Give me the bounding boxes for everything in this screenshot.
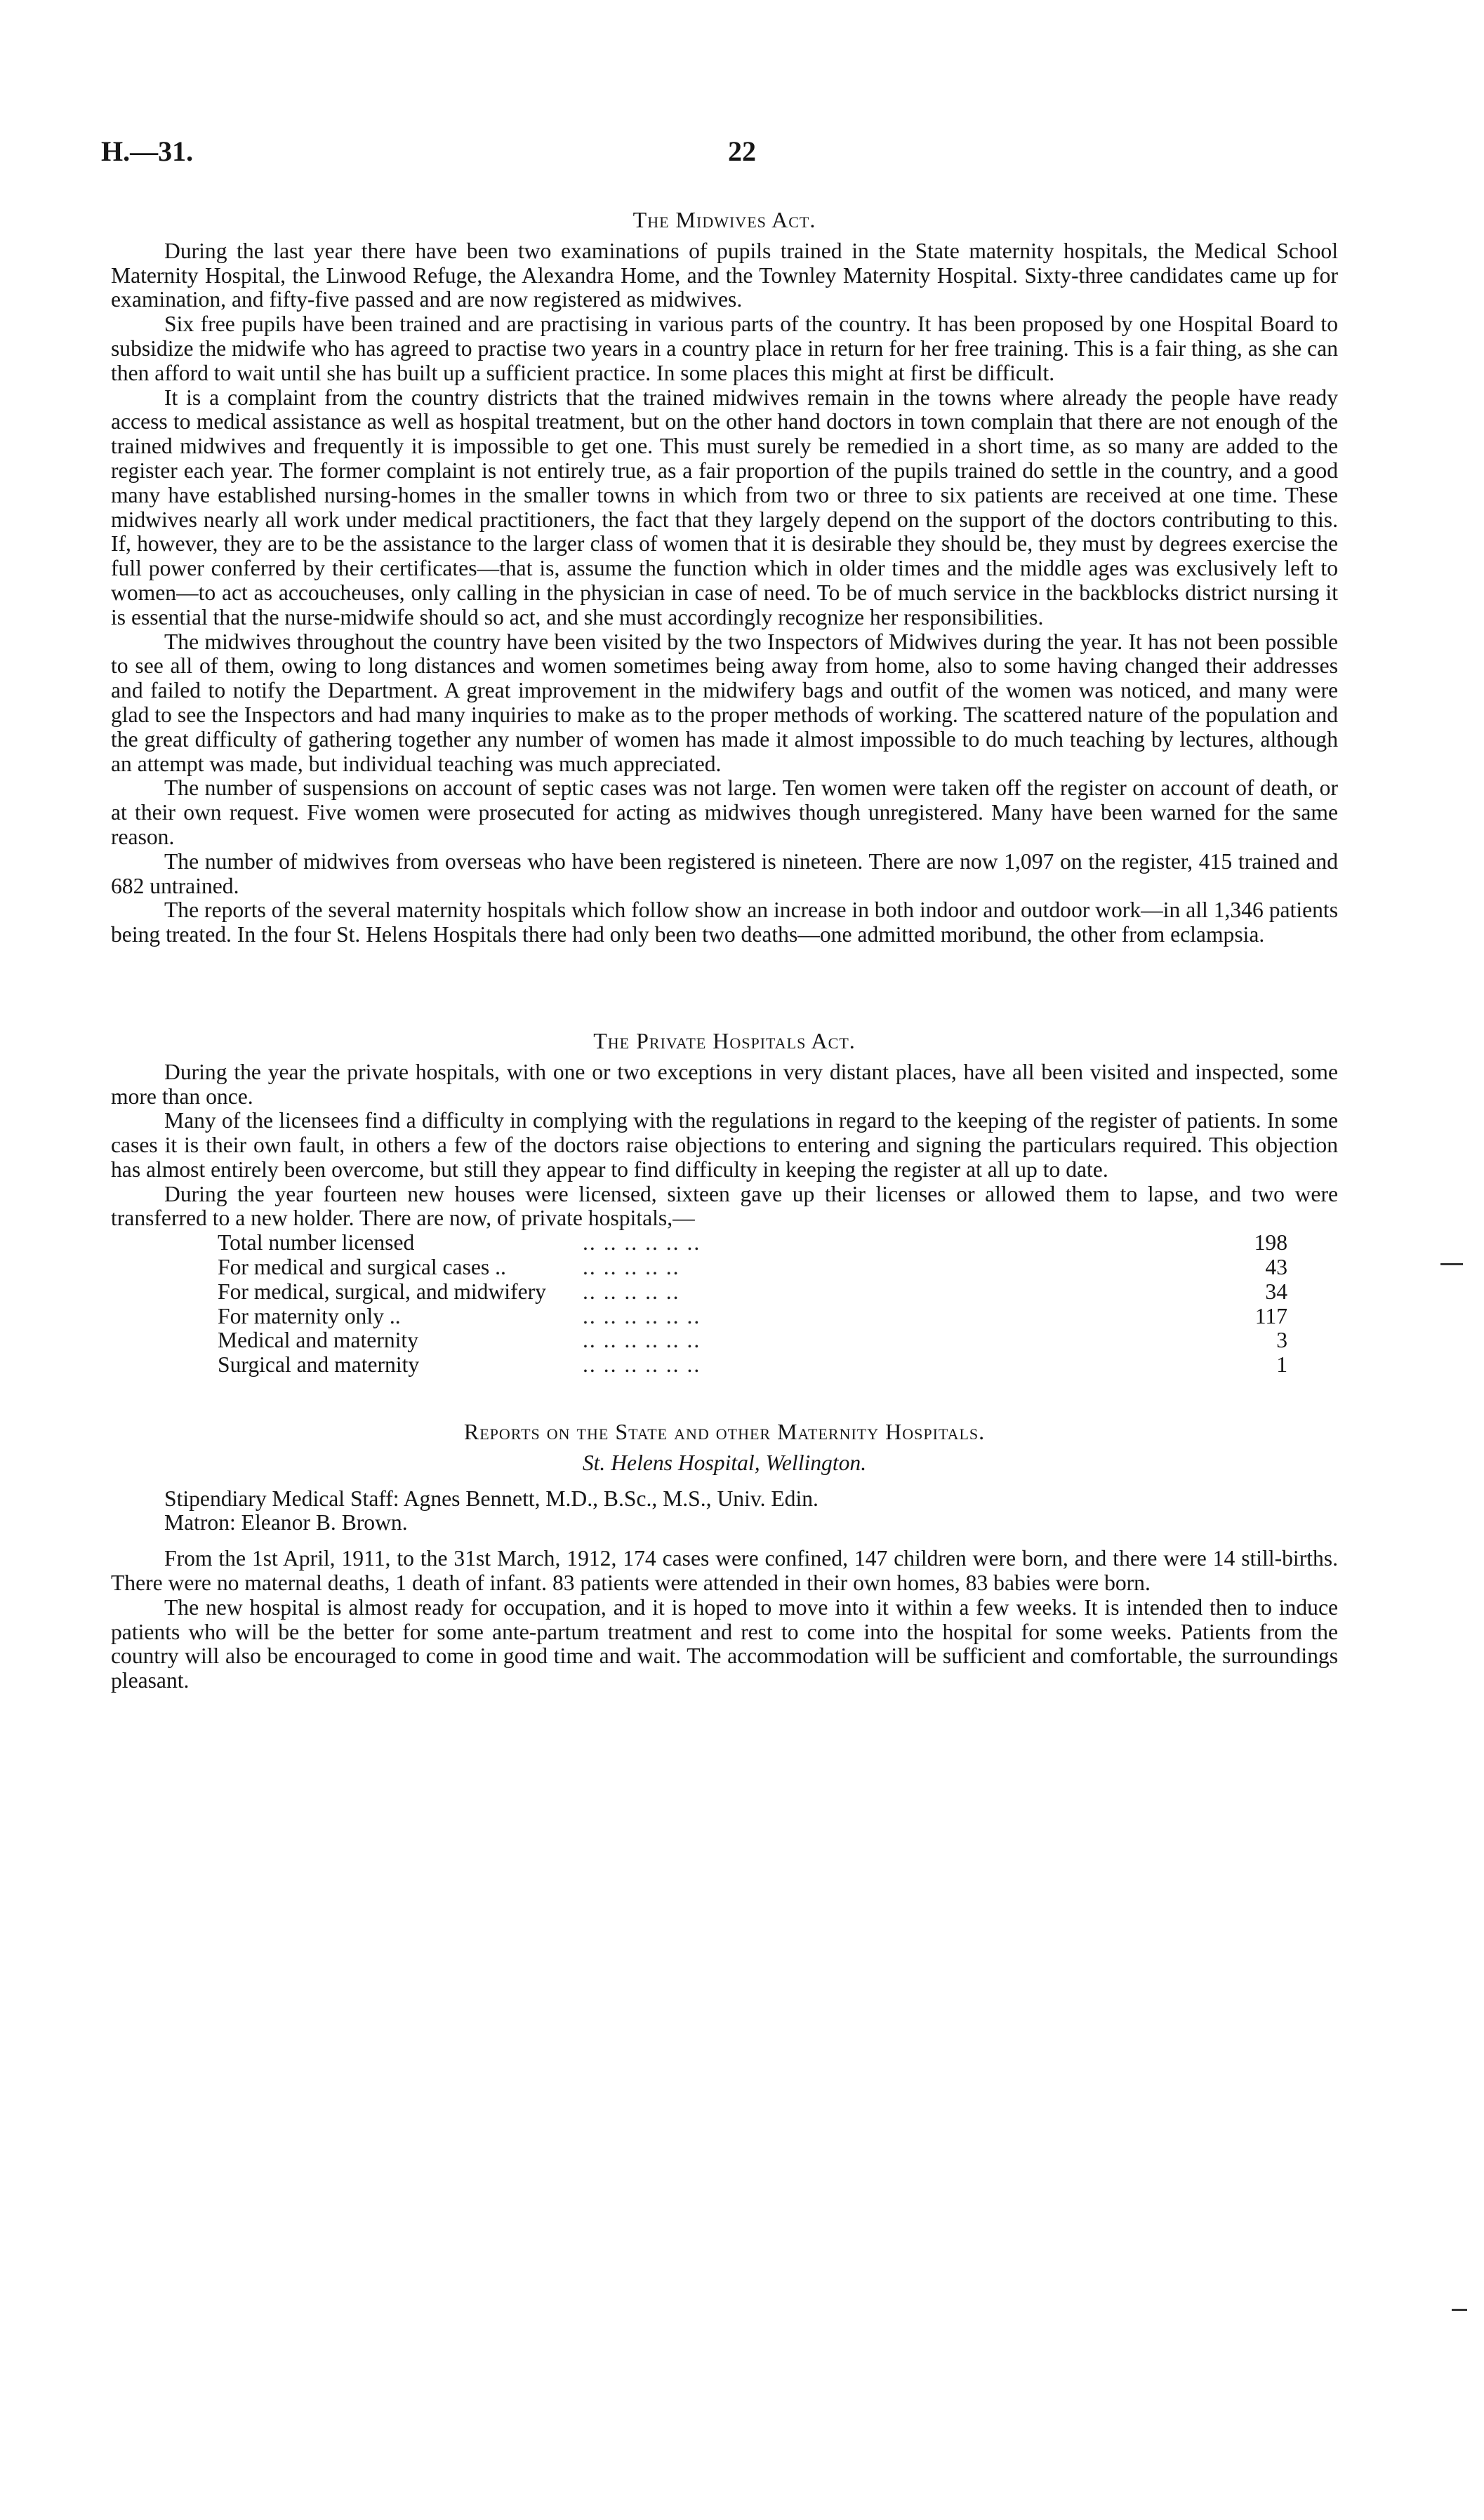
table-row xyxy=(218,1231,1287,1255)
row-value: 34 xyxy=(1265,1279,1287,1304)
row-label: For medical, surgical, and midwifery xyxy=(218,1279,546,1304)
midwives-act-section xyxy=(111,208,1338,947)
table-row xyxy=(218,1255,1287,1280)
margin-mark xyxy=(1452,2309,1467,2311)
row-value: 198 xyxy=(1254,1230,1287,1255)
row-value: 117 xyxy=(1254,1303,1287,1328)
hospital-subheading: St. Helens Hospital, Wellington. xyxy=(582,1450,867,1475)
row-label: Total number licensed xyxy=(218,1230,415,1255)
page-header xyxy=(101,135,1383,177)
private-hospitals-table xyxy=(218,1231,1287,1378)
private-hospitals-act-section xyxy=(111,1029,1338,1378)
matron-line: Matron: Eleanor B. Brown. xyxy=(164,1510,408,1535)
paragraph: During the year the private hospitals, with one or two exceptions in very distant places, have all been visited and inspected, some more than once. xyxy=(111,1059,1338,1109)
paragraph: Six free pupils have been trained and are practising in various parts of the country. It has been proposed by one Hospital Board to subsidize the midwife who has agreed to practise two years in a country place in return for her free training. This is a fair thing, as she can then afford to wait until she has built up a sufficient practice. In some places this might at first be difficult. xyxy=(111,312,1338,385)
row-value: 3 xyxy=(1276,1328,1287,1353)
paragraph: During the last year there have been two examinations of pupils trained in the State maternity hospitals, the Medical School Maternity Hospital, the Linwood Refuge, the Alexandra Home, and the Townley Maternity Hospital. Sixty-three candidates came up for examination, and fifty-five passed and are now registered as midwives. xyxy=(111,238,1338,312)
row-value: 43 xyxy=(1265,1255,1287,1280)
document-reference: H.—31. xyxy=(101,135,194,167)
leader-dots: .. .. .. .. .. xyxy=(583,1255,680,1280)
row-value: 1 xyxy=(1276,1352,1287,1378)
paragraph-spacer xyxy=(111,1535,1338,1547)
paragraph: The midwives throughout the country have been visited by the two Inspectors of Midwives during the year. It has not been possible to see all of them, owing to long distances and women sometimes being away from home, also to some having changed their addresses and failed to notify the Department. A great improvement in the midwifery bags and outfit of the women was noticed, and many were glad to see the Inspectors and had many inquiries to make as to the proper methods of working. The scattered nature of the population and the great difficulty of gathering together any number of women has made it almost impossible to do much teaching by lectures, although an attempt was made, but individual teaching was much appreciated. xyxy=(111,629,1338,776)
paragraph: The number of midwives from overseas who have been registered is nineteen. There are now 1,097 on the register, 415 trained and 682 untrained. xyxy=(111,848,1338,898)
leader-dots: .. .. .. .. .. .. xyxy=(583,1328,701,1353)
row-label: For maternity only .. xyxy=(218,1303,401,1328)
row-label: For medical and surgical cases .. xyxy=(218,1255,506,1280)
table-row xyxy=(218,1353,1287,1378)
paragraph: Many of the licensees find a difficulty in complying with the regulations in regard to the keeping of the register of patients. In some cases it is their own fault, in others a few of the doctors raise objections to entering and signing the particulars required. This objection has almost entirely been overcome, but still they appear to find difficulty in keeping the register at all up to date. xyxy=(111,1108,1338,1182)
leader-dots: .. .. .. .. .. xyxy=(583,1279,680,1304)
table-row xyxy=(218,1280,1287,1305)
margin-mark xyxy=(1440,1263,1463,1265)
leader-dots: .. .. .. .. .. .. xyxy=(583,1304,701,1328)
table-row xyxy=(218,1328,1287,1353)
table-row xyxy=(218,1305,1287,1329)
row-label: Medical and maternity xyxy=(218,1328,418,1353)
medical-staff-line: Stipendiary Medical Staff: Agnes Bennett, M.D., B.Sc., M.S., Univ. Edin. xyxy=(164,1486,819,1511)
paragraph: The new hospital is almost ready for occupation, and it is hoped to move into it within a few weeks. It is intended then to induce patients who will be the better for some ante-partum treatment and rest to come into the hospital for some weeks. Patients from the country will also be encouraged to come in good time and wait. The accommodation will be sufficient and comfortable, the surroundings pleasant. xyxy=(111,1594,1338,1693)
paragraph: During the year fourteen new houses were licensed, sixteen gave up their licenses or allowed them to lapse, and two were transferred to a new holder. There are now, of private hospitals,— xyxy=(111,1181,1338,1231)
section-spacer xyxy=(111,1378,1338,1420)
paragraph: The number of suspensions on account of septic cases was not large. Ten women were taken off the register on account of death, or at their own request. Five women were prosecuted for acting as midwives though unregistered. Many have been warned for the same reason. xyxy=(111,775,1338,849)
paragraph: It is a complaint from the country districts that the trained midwives remain in the towns where already the people have ready access to medical assistance as well as hospital treatment, but on the other hand doctors in town complain that there are not enough of the trained midwives and frequently it is impossible to get one. This must surely be remedied in a short time, as so many are added to the register each year. The former complaint is not entirely true, as a fair proportion of the pupils trained do settle in the country, and a good many have established nursing-homes in the smaller towns in which from two or three to six patients are received at one time. These midwives nearly all work under medical practitioners, the fact that they largely depend on the support of the doctors contributing to this. If, however, they are to be the assistance to the larger class of women that it is desirable they should be, they must by degrees exercise the full power conferred by their certificates—that is, assume the function which in older times and the middle ages was exclusively left to women—to act as accoucheuses, only calling in the physician in case of need. To be of much service in the backblocks district nursing it is essential that the nurse-midwife should so act, and she must accordingly recognize her responsibilities. xyxy=(111,385,1338,629)
maternity-reports-section xyxy=(111,1420,1338,1693)
section-heading: Reports on the State and other Maternity Hospitals. xyxy=(463,1419,986,1445)
section-heading: The Private Hospitals Act. xyxy=(593,1027,856,1053)
row-label: Surgical and maternity xyxy=(218,1352,420,1378)
page-content xyxy=(111,208,1338,1693)
leader-dots: .. .. .. .. .. .. xyxy=(583,1353,701,1378)
page-number: 22 xyxy=(728,135,756,167)
paragraph: From the 1st April, 1911, to the 31st March, 1912, 174 cases were confined, 147 children were born, and there were 14 still-births. There were no maternal deaths, 1 death of infant. 83 patients were attended in their own homes, 83 babies were born. xyxy=(111,1546,1338,1596)
paragraph: The reports of the several maternity hospitals which follow show an increase in both indoor and outdoor work—in all 1,346 patients being treated. In the four St. Helens Hospitals there had only been two deaths—one admitted moribund, the other from eclampsia. xyxy=(111,898,1338,947)
section-heading: The Midwives Act. xyxy=(632,207,816,232)
leader-dots: .. .. .. .. .. .. xyxy=(583,1231,701,1255)
section-spacer xyxy=(111,947,1338,1029)
